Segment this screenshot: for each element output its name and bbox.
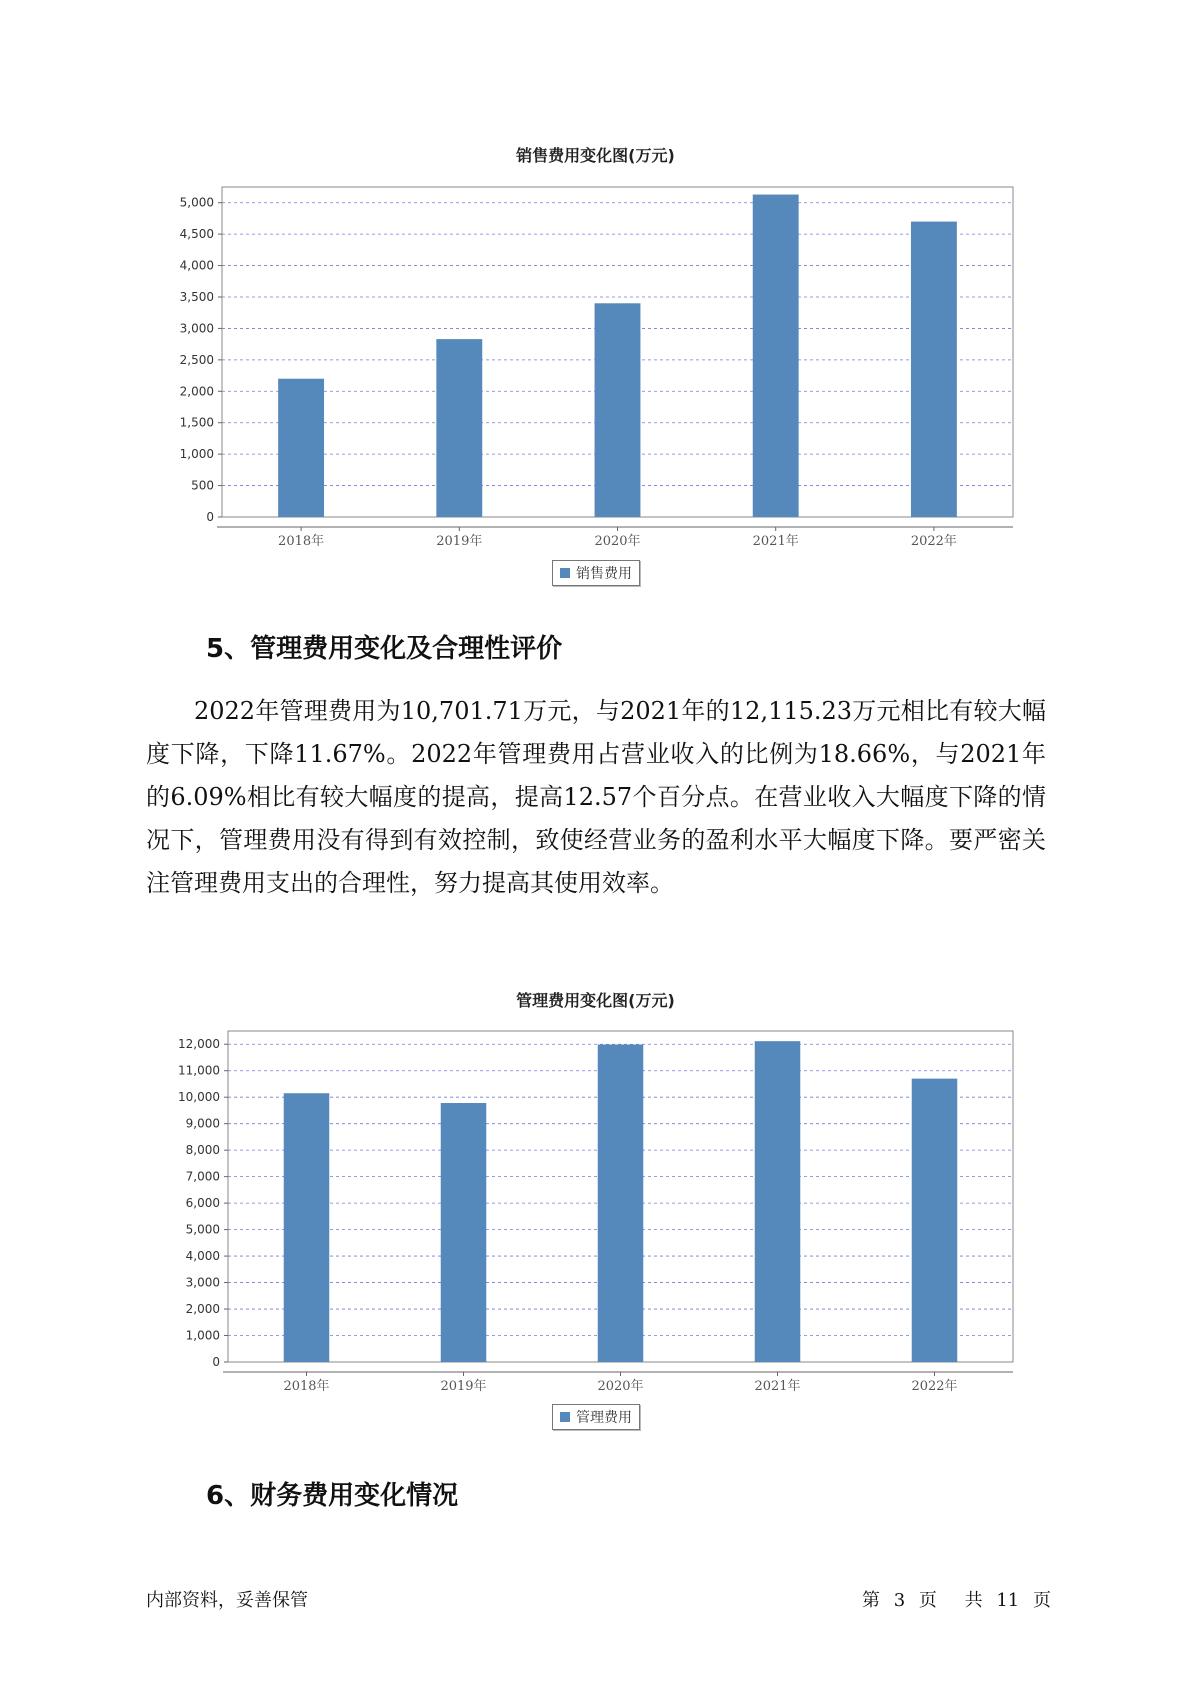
y-tick-label: 3,500 bbox=[179, 290, 214, 304]
y-tick-label: 9,000 bbox=[185, 1116, 220, 1131]
section-5-paragraph: 2022年管理费用为10,701.71万元，与2021年的12,115.23万元相比有较大幅度下降，下降11.67%。2022年管理费用占营业收入的比例为18.66%，与2021年的6.09%相比有较大幅度的提高，提高12.57个百分点。在营业收入大幅度下降的情况下，管理费用没有得到有效控制，致使经营业务的盈利水平大幅度下降。要严密关注管理费用支出的合理性，努力提高其使用效率。 bbox=[146, 697, 1046, 897]
y-tick-label: 8,000 bbox=[185, 1143, 220, 1158]
x-tick-label: 2022年 bbox=[911, 1379, 958, 1394]
chart1-title: 销售费用变化图(万元) bbox=[516, 146, 675, 165]
legend-label: 管理费用 bbox=[576, 1410, 632, 1426]
y-tick-label: 11,000 bbox=[178, 1063, 220, 1078]
page-prefix: 第 bbox=[861, 1590, 880, 1611]
chart2-title: 管理费用变化图(万元) bbox=[516, 991, 675, 1010]
y-tick-label: 10,000 bbox=[178, 1090, 220, 1105]
footer-page-number bbox=[854, 1586, 1051, 1612]
x-tick-label: 2021年 bbox=[754, 1379, 801, 1394]
y-tick-label: 1,500 bbox=[179, 415, 214, 430]
bar-2022年 bbox=[912, 1079, 958, 1362]
bar-2021年 bbox=[755, 1041, 801, 1362]
y-tick-label: 2,000 bbox=[179, 384, 214, 399]
y-tick-label: 6,000 bbox=[185, 1196, 220, 1211]
x-tick-label: 2022年 bbox=[910, 534, 957, 549]
page-num: 3 bbox=[893, 1590, 906, 1611]
total-prefix: 共 bbox=[964, 1590, 983, 1611]
bar-2020年 bbox=[598, 1045, 644, 1362]
y-tick-label: 0 bbox=[212, 1355, 220, 1369]
x-tick-label: 2020年 bbox=[594, 534, 641, 549]
section-5-heading: 5、管理费用变化及合理性评价 bbox=[206, 634, 563, 664]
chart2-legend bbox=[552, 1404, 640, 1430]
y-tick-label: 4,000 bbox=[185, 1249, 220, 1264]
y-tick-label: 1,000 bbox=[179, 447, 214, 462]
legend-label: 销售费用 bbox=[576, 566, 632, 582]
y-tick-label: 500 bbox=[191, 478, 214, 493]
x-tick-label: 2018年 bbox=[283, 1379, 330, 1394]
y-tick-label: 12,000 bbox=[178, 1037, 220, 1052]
x-tick-label: 2019年 bbox=[436, 534, 483, 549]
x-tick-label: 2018年 bbox=[278, 534, 325, 549]
page-suffix: 页 bbox=[918, 1590, 937, 1611]
y-tick-label: 4,500 bbox=[179, 227, 214, 242]
legend-swatch bbox=[560, 1412, 570, 1422]
y-tick-label: 2,000 bbox=[185, 1302, 220, 1317]
y-tick-label: 5,000 bbox=[179, 195, 214, 210]
y-tick-label: 2,500 bbox=[179, 352, 214, 367]
y-tick-label: 4,000 bbox=[179, 258, 214, 273]
y-tick-label: 3,000 bbox=[179, 321, 214, 336]
total-num: 11 bbox=[996, 1590, 1020, 1611]
bar-2018年 bbox=[284, 1093, 330, 1362]
x-tick-label: 2020年 bbox=[597, 1379, 644, 1394]
x-tick-label: 2019年 bbox=[440, 1379, 487, 1394]
x-tick-label: 2021年 bbox=[752, 534, 799, 549]
y-tick-label: 7,000 bbox=[185, 1169, 220, 1184]
y-tick-label: 0 bbox=[206, 510, 214, 524]
total-suffix: 页 bbox=[1033, 1590, 1051, 1611]
footer-confidential: 内部资料，妥善保管 bbox=[146, 1590, 308, 1611]
section-6-heading: 6、财务费用变化情况 bbox=[206, 1481, 459, 1511]
bar-2019年 bbox=[441, 1103, 487, 1362]
y-tick-label: 5,000 bbox=[185, 1222, 220, 1237]
y-tick-label: 1,000 bbox=[185, 1328, 220, 1343]
y-tick-label: 3,000 bbox=[185, 1275, 220, 1290]
